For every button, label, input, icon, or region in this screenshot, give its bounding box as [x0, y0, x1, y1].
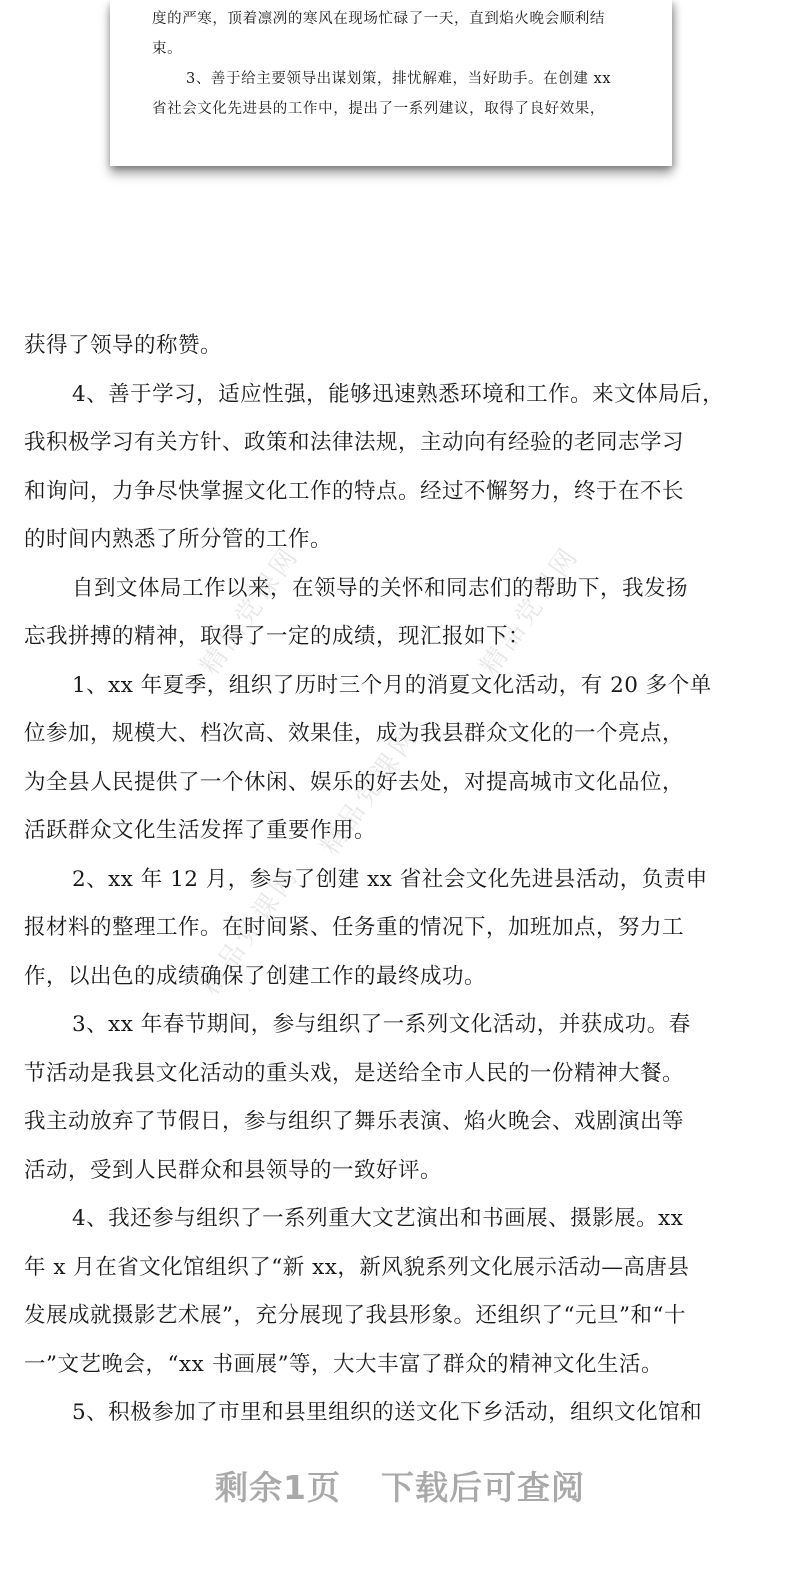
body-line: 发展成就摄影艺术展”，充分展现了我县形象。还组织了“元旦”和“十: [24, 1303, 686, 1328]
body-line: 的时间内熟悉了所分管的工作。: [24, 527, 333, 552]
remaining-pages-notice[interactable]: [0, 1462, 800, 1509]
body-line: 一”文艺晚会，“xx 书画展”等，大大丰富了群众的精神文化生活。: [24, 1351, 664, 1377]
watermark: 精品党课网: [314, 720, 426, 861]
watermark: 精品党课网: [194, 540, 306, 681]
body-line: 和询问，力争尽快掌握文化工作的特点。经过不懈努力，终于在不长: [24, 478, 685, 504]
document-body: [24, 322, 776, 1438]
body-line: 活动，受到人民群众和县领导的一致好评。: [24, 1157, 443, 1183]
preview-line: 束。: [152, 41, 183, 57]
preview-line: 度的严寒，顶着凛冽的寒风在现场忙碌了一天，直到焰火晚会顺利结: [152, 11, 605, 27]
body-line: 自到文体局工作以来，在领导的关怀和同志们的帮助下，我发扬: [72, 575, 689, 601]
body-line: 报材料的整理工作。在时间紧、任务重的情况下，加班加点，努力工: [24, 915, 685, 940]
previous-page-preview: [110, 0, 672, 166]
body-line: 5、积极参加了市里和县里组织的送文化下乡活动，组织文化馆和: [72, 1400, 703, 1425]
download-prompt: 下载后可查阅: [380, 1468, 585, 1507]
body-line: 节活动是我县文化活动的重头戏，是送给全市人民的一份精神大餐。: [24, 1060, 685, 1086]
body-line: 4、我还参与组织了一系列重大文艺演出和书画展、摄影展。xx: [72, 1206, 684, 1231]
body-line: 作，以出色的成绩确保了创建工作的最终成功。: [24, 963, 487, 989]
body-line: 忘我拼搏的精神，取得了一定的成绩，现汇报如下：: [24, 624, 531, 649]
body-line: 我主动放弃了节假日，参与组织了舞乐表演、焰火晚会、戏剧演出等: [24, 1109, 685, 1134]
preview-line: 省社会文化先进县的工作中，提出了一系列建议，取得了良好效果，: [152, 101, 605, 117]
body-line: 活跃群众文化生活发挥了重要作用。: [24, 818, 377, 843]
body-line: 获得了领导的称赞。: [24, 333, 223, 358]
watermark: 精品党课网: [194, 860, 306, 1001]
watermark: 精品党课网: [474, 540, 586, 681]
body-line: 我积极学习有关方针、政策和法律法规，主动向有经验的老同志学习: [24, 430, 685, 455]
body-line: 1、xx 年夏季，组织了历时三个月的消夏文化活动，有 20 多个单: [72, 672, 712, 698]
body-line: 3、xx 年春节期间，参与组织了一系列文化活动，并获成功。春: [72, 1012, 691, 1037]
body-line: 年 x 月在省文化馆组织了“新 xx，新风貌系列文化展示活动—高唐县: [24, 1254, 690, 1280]
body-line: 位参加，规模大、档次高、效果佳，成为我县群众文化的一个亮点，: [24, 721, 685, 746]
remaining-pages-label: 剩余1页: [215, 1468, 341, 1507]
body-line: 4、善于学习，适应性强，能够迅速熟悉环境和工作。来文体局后，: [72, 381, 725, 407]
body-line: 为全县人民提供了一个休闲、娱乐的好去处，对提高城市文化品位，: [24, 769, 685, 795]
body-line: 2、xx 年 12 月，参与了创建 xx 省社会文化先进县活动，负责申: [72, 866, 708, 892]
preview-line: 3、善于给主要领导出谋划策，排忧解难，当好助手。在创建 xx: [186, 71, 612, 87]
